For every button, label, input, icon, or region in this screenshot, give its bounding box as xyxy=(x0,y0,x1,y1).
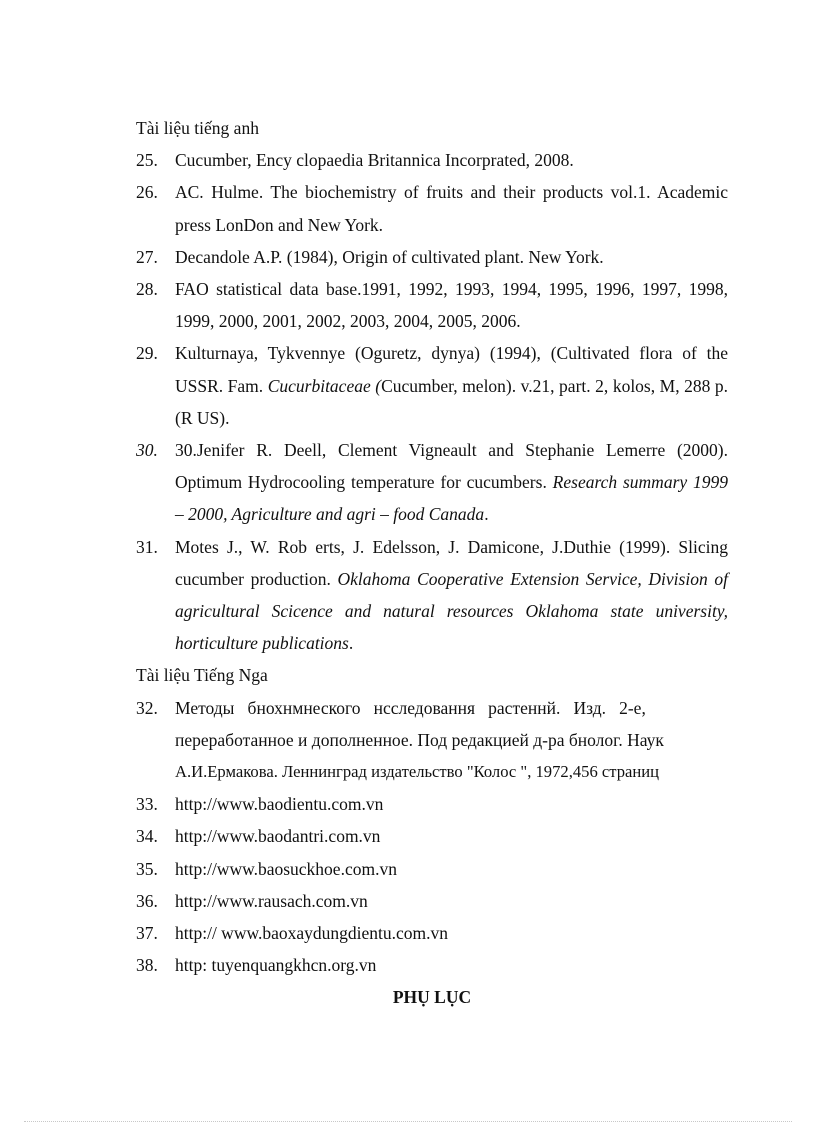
link-item xyxy=(136,853,728,885)
reference-text-part: . xyxy=(484,504,489,525)
reference-item xyxy=(136,692,728,789)
reference-number: 35. xyxy=(136,858,158,879)
reference-number: 37. xyxy=(136,923,158,944)
reference-number: 33. xyxy=(136,794,158,815)
reference-link[interactable]: http://www.baodientu.com.vn xyxy=(175,794,384,815)
reference-text xyxy=(175,434,728,531)
reference-link[interactable]: http:// www.baoxaydungdientu.com.vn xyxy=(175,923,448,944)
reference-number: 30. xyxy=(136,440,158,461)
reference-line: А.И.Ермакова. Леннинград издательство "Колос ", 1972,456 страниц xyxy=(175,762,660,782)
reference-number: 29. xyxy=(136,343,158,364)
reference-item xyxy=(136,144,728,176)
link-item xyxy=(136,917,728,949)
reference-text-part: 30.Jenifer R. Deell, Clement Vigneault and Stephanie Lemerre (2000). Optimum Hydrocooling temperature for cucumbers. xyxy=(175,440,728,493)
reference-number: 27. xyxy=(136,246,158,267)
reference-text-part: Motes J., W. Rob erts, J. Edelsson, J. Damicone, J.Duthie (1999). Slicing cucumber production. xyxy=(175,536,728,589)
reference-text: AC. Hulme. The biochemistry of fruits and their products vol.1. Academic press LonDon and New York. xyxy=(175,182,728,235)
reference-number: 31. xyxy=(136,536,158,557)
references-list xyxy=(136,112,728,1014)
appendix-title: PHỤ LỤC xyxy=(392,987,472,1008)
reference-link[interactable]: http: tuyenquangkhcn.org.vn xyxy=(175,955,377,976)
reference-text-italic: Research summary 1999 – 2000, Agriculture and agri – food Canada xyxy=(175,472,728,525)
reference-text: Cucumber, Ency clopaedia Britannica Incorprated, 2008. xyxy=(175,150,574,171)
reference-link[interactable]: http://www.rausach.com.vn xyxy=(175,890,368,911)
reference-number: 38. xyxy=(136,955,158,976)
link-item xyxy=(136,788,728,820)
reference-number: 28. xyxy=(136,279,158,300)
reference-text-italic: Cucurbitaceae ( xyxy=(267,375,382,396)
reference-number: 26. xyxy=(136,182,158,203)
reference-item xyxy=(136,176,728,240)
reference-text xyxy=(175,531,728,660)
reference-item xyxy=(136,337,728,434)
reference-number: 25. xyxy=(136,150,158,171)
reference-link[interactable]: http://www.baosuckhoe.com.vn xyxy=(175,858,397,879)
section-heading-russian: Tài liệu Tiếng Nga xyxy=(136,665,268,686)
reference-item xyxy=(136,273,728,337)
section-heading-english: Tài liệu tiếng anh xyxy=(136,118,259,138)
reference-text-part: Cucumber, melon). v.21, part. 2, kolos, M, 288 p. (R US). xyxy=(175,375,729,428)
reference-item xyxy=(136,434,728,531)
link-item xyxy=(136,885,728,917)
reference-link[interactable]: http://www.baodantri.com.vn xyxy=(175,826,381,847)
link-item xyxy=(136,820,728,852)
reference-number: 36. xyxy=(136,890,158,911)
reference-text-part: . xyxy=(348,633,354,654)
reference-item xyxy=(136,241,728,273)
reference-number: 32. xyxy=(136,697,158,718)
reference-text xyxy=(175,692,728,789)
reference-line: переработанное и дополненное. Под редакцией д-ра бнолог. Наук xyxy=(175,729,664,750)
reference-text-italic: Oklahoma Cooperative Extension Service, Division of agricultural Scicence and natural resources Oklahoma state university, horticulture publications xyxy=(175,568,728,654)
reference-text: FAO statistical data base.1991, 1992, 1993, 1994, 1995, 1996, 1997, 1998, 1999, 2000, 2001, 2002, 2003, 2004, 2005, 2006. xyxy=(175,279,728,332)
link-item xyxy=(136,949,728,981)
reference-text-part: Kulturnaya, Tykvennye (Oguretz, dynya) (1994), (Cultivated flora of the USSR. Fam. xyxy=(175,343,728,396)
reference-text xyxy=(175,337,728,434)
reference-item xyxy=(136,531,728,660)
reference-number: 34. xyxy=(136,826,158,847)
page-bottom-divider xyxy=(24,1121,792,1122)
reference-text: Decandole A.P. (1984), Origin of cultivated plant. New York. xyxy=(175,246,604,267)
reference-line: Методы бнохнмнеского нсследовання растеннй. Изд. 2-е, xyxy=(175,697,646,718)
